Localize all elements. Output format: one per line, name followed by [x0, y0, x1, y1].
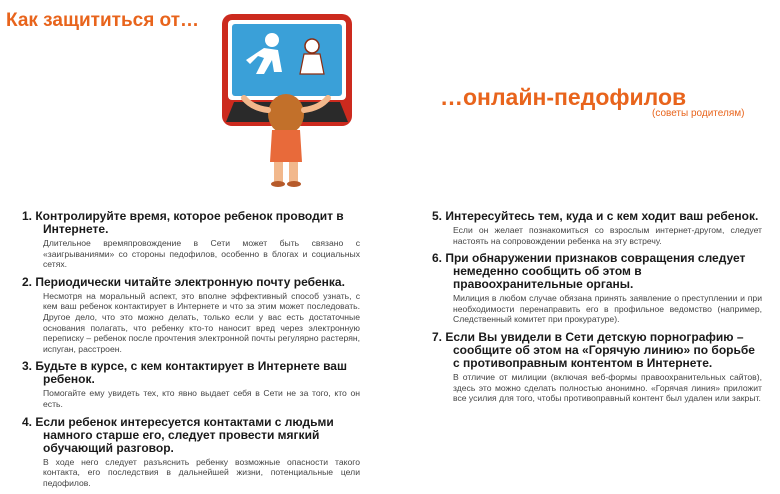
subheader-title: …онлайн-педофилов: [440, 84, 687, 110]
adult-head-icon: [265, 33, 279, 47]
tip-text: Несмотря на моральный аспект, это вполне эффективный способ узнать, с кем ваш ребенок контактирует в Интернете и что за этим может последовать. Другое дело, что это можно делать, только если у вас есть достаточные основания полагать, что ребенку кто-то наносит вред через электронную переписку – ребенок после прочтения электронной почты регулярно растерян, испуган, расстроен.: [43, 290, 360, 354]
tip-heading: 4. Если ребенок интересуется контактами с людьми намного старше его, следует провести мягкий обучающий разговор.: [22, 414, 334, 455]
child-shoe-right-icon: [287, 181, 301, 187]
tip-heading: 6. При обнаружении признаков совращения следует немеденно сообщить об этом в правоохранительные органы.: [432, 251, 746, 292]
tip-heading: 7. Если Вы увидели в Сети детскую порнографию – сообщите об этом на «Горячую линию» по борьбе с противоправным контентом в Интернете.: [432, 329, 755, 370]
child-leg-left-icon: [274, 162, 283, 182]
tip-text: Если он желает познакомиться со взрослым интернет-другом, следует настоять на сопровождении ребенка на эту встречу.: [453, 225, 762, 246]
tip-item: [432, 252, 762, 325]
tip-item: [432, 210, 762, 246]
child-shoe-left-icon: [271, 181, 285, 187]
doll-head-icon: [305, 39, 319, 53]
child-hair-icon: [268, 94, 304, 134]
tips-column-right: [432, 210, 762, 410]
tip-text: Длительное времяпровождение в Сети может быть связано с «заигрываниями» со стороны педофилов, особенно в блогах и социальных сетях.: [43, 238, 360, 270]
doll-body-icon: [300, 54, 324, 74]
tip-item: [22, 210, 360, 270]
tip-text: Помогайте ему увидеть тех, кто явно выдает себя в Сети не за того, кто он есть.: [43, 388, 360, 409]
tip-text: Милиция в любом случае обязана принять заявление о преступлении и при необходимости перенаправить его в профильное ведомство (например, Следственный комитет при прокуратуре).: [453, 293, 762, 325]
child-leg-right-icon: [289, 162, 298, 182]
tip-item: [22, 416, 360, 489]
subheader-note: (советы родителям): [652, 108, 745, 119]
tip-heading: 2. Периодически читайте электронную почту ребенка.: [22, 274, 345, 289]
tip-heading: 3. Будьте в курсе, с кем контактирует в Интернете ваш ребенок.: [22, 359, 347, 387]
child-shirt-icon: [270, 130, 302, 162]
tip-heading: 1. Контролируйте время, которое ребенок проводит в Интернете.: [22, 209, 344, 236]
tips-column-left: [22, 210, 360, 494]
tip-item: [22, 276, 360, 355]
tip-item: [432, 331, 762, 404]
illustration-svg: [212, 12, 362, 190]
child-danger-sign-icon: [212, 12, 362, 190]
tip-item: [22, 360, 360, 409]
tip-heading: 5. Интересуйтесь тем, куда и с кем ходит ваш ребенок.: [432, 209, 759, 223]
header-title: Как защититься от…: [6, 10, 199, 31]
tip-text: В ходе него следует разъяснить ребенку возможные опасности такого контакта, его последствия в дальнейшей жизни, потенциальные цели педофилов.: [43, 456, 360, 488]
tip-text: В отличие от милиции (включая веб-формы правоохранительных сайтов), здесь это можно сделать полностью анонимно. «Горячая линия» приложит все усилия для того, чтобы противоправный контент был удален или закрыт.: [453, 371, 762, 404]
